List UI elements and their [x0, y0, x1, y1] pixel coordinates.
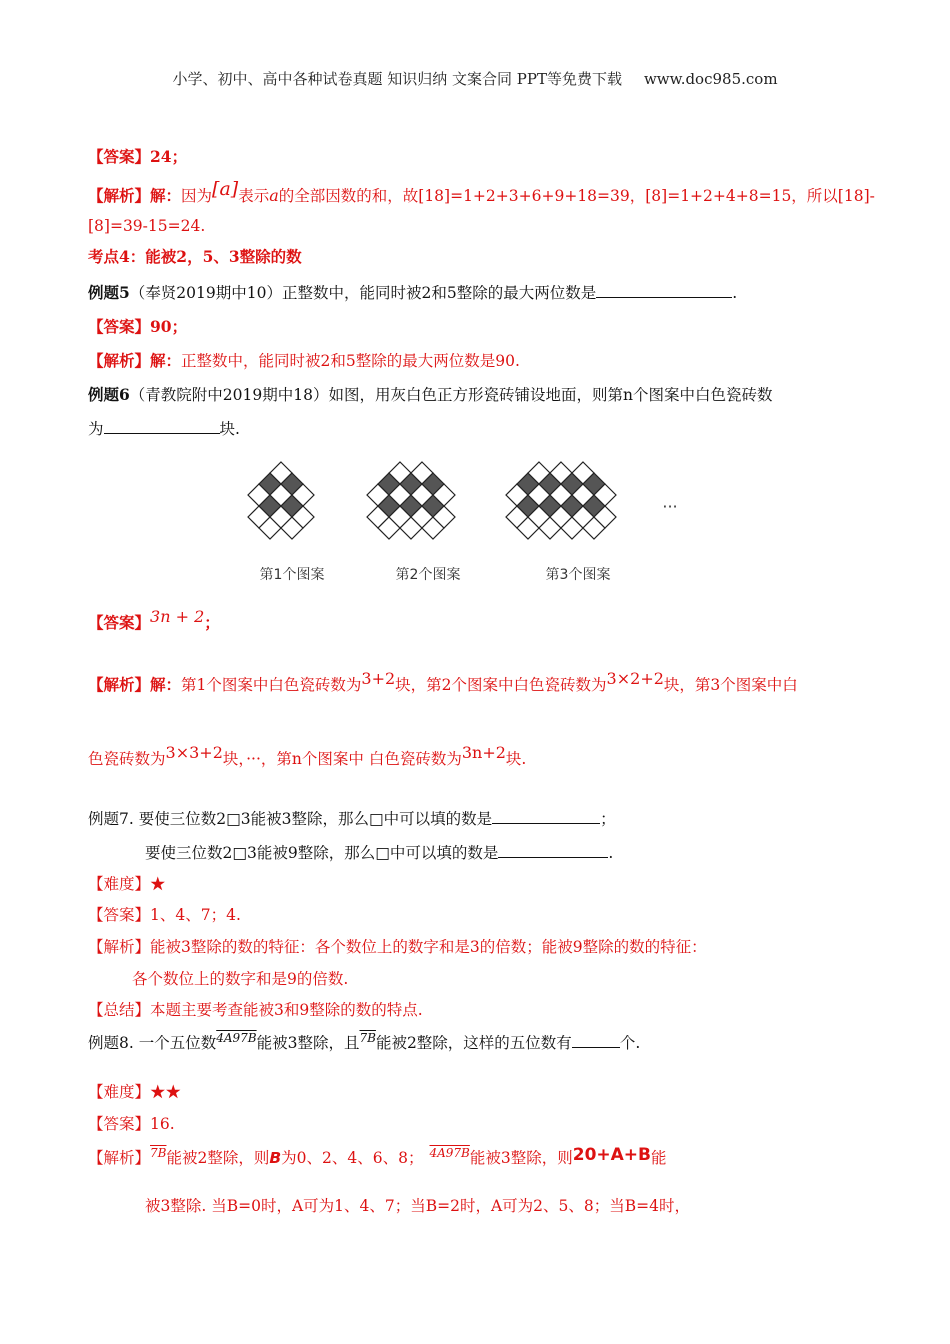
analysis-tag: 【解析】 — [88, 186, 151, 205]
answer-tag: 【答案】 — [88, 613, 151, 632]
overlined-number: 4A97B — [216, 1031, 257, 1045]
text: 的全部因数的和，故[18]=1+2+3+6+9+18=39，[8]=1+2+4+8=15，所以[18]- — [278, 187, 875, 205]
example-6-analysis-line1 — [88, 669, 798, 696]
text: 因为 — [181, 187, 213, 205]
example-6-analysis-line2 — [88, 743, 527, 770]
example-8-difficulty — [88, 1081, 181, 1103]
solution-prefix: 解： — [150, 186, 182, 205]
answer-blank[interactable] — [596, 283, 732, 298]
page-header — [0, 68, 950, 89]
overlined-number: 7B — [359, 1031, 376, 1045]
variable: B — [269, 1149, 282, 1167]
text: 能被3整除，且 — [256, 1034, 360, 1052]
example-label: 例题5 — [88, 283, 130, 302]
math-symbol: a — [269, 186, 279, 205]
math-expression: 3×2+2 — [606, 669, 664, 688]
answer-tag: 【答案】 — [88, 906, 151, 924]
tile-pattern-figure — [246, 460, 686, 590]
example-8-question — [88, 1032, 640, 1055]
summary-tag: 【总结】 — [88, 1001, 151, 1019]
text: 要使三位数2□3能被9整除，那么□中可以填的数是 — [145, 844, 499, 862]
text: （青教院附中2019期中18）如图，用灰白色正方形瓷砖铺设地面，则第n个图案中白色瓷砖数 — [129, 386, 773, 404]
example-5-analysis — [88, 350, 520, 372]
answer-blank[interactable] — [498, 843, 608, 858]
example-8-analysis-2: 被3整除. 当B=0时，A可为1、4、7；当B=2时，A可为2、5、8；当B=4时， — [145, 1197, 690, 1215]
example-7-difficulty — [88, 873, 166, 895]
header-text: 小学、初中、高中各种试卷真题 知识归纳 文案合同 PPT等免费下载 — [172, 70, 622, 88]
analysis-tag: 【解析】 — [88, 675, 151, 694]
text: 能 — [651, 1149, 667, 1167]
analysis-line-1 — [88, 178, 875, 207]
answer-value: 90； — [150, 317, 188, 336]
answer-blank[interactable] — [572, 1033, 620, 1048]
difficulty-stars: ★ — [150, 875, 166, 893]
example-6-question-line2 — [88, 418, 240, 440]
text: 本题主要考查能被3和9整除的数的特点. — [150, 1001, 423, 1019]
text: 表示 — [238, 187, 270, 205]
text: 能被2整除，则 — [166, 1149, 270, 1167]
difficulty-tag: 【难度】 — [88, 875, 151, 893]
text: 第1个图案中白色瓷砖数为 — [181, 676, 362, 694]
answer-value: 16. — [150, 1115, 175, 1133]
text: 能被3整除的数的特征：各个数位上的数字和是3的倍数；能被9整除的数的特征： — [150, 938, 707, 956]
overlined-number: 7B — [150, 1146, 167, 1160]
text: 为 — [88, 420, 104, 438]
text: 块，第2个图案中白色瓷砖数为 — [395, 676, 607, 694]
difficulty-tag: 【难度】 — [88, 1083, 151, 1101]
text: . — [732, 284, 738, 302]
text: 块. — [505, 750, 527, 768]
text: 块，第3个图案中白 — [663, 676, 798, 694]
example-8-answer — [88, 1113, 175, 1135]
figure-caption-3: 第3个图案 — [545, 567, 611, 583]
text: 色瓷砖数为 — [88, 750, 166, 768]
example-6-question — [88, 384, 772, 406]
overlined-number: 4A97B — [429, 1146, 470, 1160]
text: 块，···，第n个图案中 白色瓷砖数为 — [222, 750, 462, 768]
solution-prefix: 解： — [150, 675, 182, 694]
text: 为0、2、4、6、8； — [281, 1149, 424, 1167]
header-url[interactable]: www.doc985.com — [643, 70, 778, 88]
example-7-summary — [88, 999, 423, 1021]
difficulty-stars: ★★ — [150, 1083, 182, 1101]
analysis-tag: 【解析】 — [88, 938, 151, 956]
figure-caption-2: 第2个图案 — [395, 567, 461, 583]
analysis-tag: 【解析】 — [88, 1149, 151, 1167]
math-expression: 3+2 — [361, 669, 396, 688]
math-expression: 3×3+2 — [165, 743, 223, 762]
text: 正整数中，能同时被2和5整除的最大两位数是90. — [181, 352, 520, 370]
example-6-answer — [88, 607, 220, 634]
example-7-question-2 — [145, 842, 613, 864]
math-symbol: [a] — [212, 178, 239, 200]
answer-expression: 3n + 2 — [150, 607, 205, 626]
answer-tag: 【答案】 — [88, 147, 151, 166]
text: ； — [204, 613, 220, 632]
example-5-question — [88, 282, 737, 304]
text: 能被3整除，则 — [469, 1149, 573, 1167]
text: （奉贤2019期中10）正整数中，能同时被2和5整除的最大两位数是 — [129, 284, 597, 302]
analysis-tag: 【解析】 — [88, 351, 151, 370]
solution-prefix: 解： — [150, 351, 182, 370]
answer-blank[interactable] — [104, 419, 220, 434]
answer-value: 24； — [150, 147, 188, 166]
example-7-analysis-2: 各个数位上的数字和是9的倍数. — [132, 970, 349, 988]
text: 块. — [219, 420, 240, 438]
example-7-question-1 — [88, 808, 616, 830]
example-8-analysis-1 — [88, 1147, 667, 1170]
text: . — [608, 844, 614, 862]
answer-tag: 【答案】 — [88, 317, 151, 336]
answer-line-1 — [88, 146, 187, 168]
text: 能被2整除，这样的五位数有 — [375, 1034, 572, 1052]
math-expression: 3n+2 — [461, 743, 506, 762]
example-5-answer — [88, 316, 187, 338]
example-7-answer — [88, 904, 241, 926]
analysis-line-2: [8]=39-15=24. — [88, 217, 206, 235]
figure-caption-1: 第1个图案 — [259, 567, 325, 583]
answer-tag: 【答案】 — [88, 1115, 151, 1133]
example-7-analysis-1 — [88, 936, 707, 958]
figure-ellipsis: ··· — [662, 497, 678, 516]
section-heading: 考点4：能被2，5、3整除的数 — [88, 247, 302, 266]
text: ； — [600, 810, 616, 828]
text: 个. — [619, 1034, 641, 1052]
answer-blank[interactable] — [492, 809, 600, 824]
example-label: 例题6 — [88, 385, 130, 404]
text: 例题8. 一个五位数 — [88, 1034, 217, 1052]
text: 例题7. 要使三位数2□3能被3整除，那么□中可以填的数是 — [88, 810, 493, 828]
answer-value: 1、4、7；4. — [150, 906, 241, 924]
math-expression: 20+A+B — [572, 1145, 652, 1165]
